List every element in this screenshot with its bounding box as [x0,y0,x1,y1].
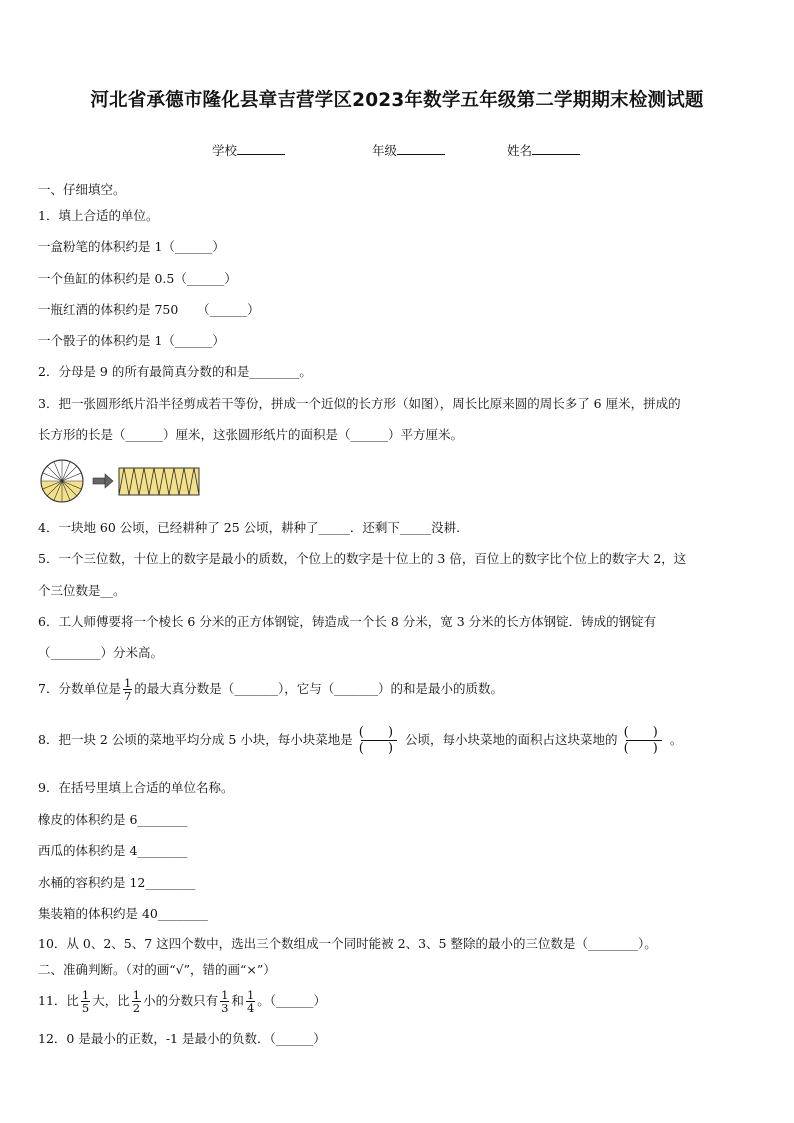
q11-pre: 11．比 [38,993,79,1008]
q11-mid2: 小的分数只有 [143,993,219,1008]
arrow-icon [93,474,113,488]
q9-text: 9．在括号里填上合适的单位名称。 [38,780,234,795]
q1-item-a: 一盒粉笔的体积约是 1（______） [38,239,225,254]
q5-line-2: 个三位数是__。 [38,583,126,598]
grade-label: 年级 [372,143,398,158]
q4-text: 4．一块地 60 公顷，已经耕种了 25 公顷，耕种了_____．还剩下_____没耕. [38,520,461,535]
q1-item-c: 一瓶红酒的体积约是 750 （______） [38,302,260,317]
q1-item-b: 一个鱼缸的体积约是 0.5（______） [38,271,237,286]
q8-end: 。 [669,732,683,747]
q1-text: 1．填上合适的单位。 [38,208,159,223]
school-blank[interactable] [237,142,285,155]
q11-mid1: 大，比 [92,993,130,1008]
q12-text: 12．0 是最小的正数，-1 是最小的负数．（______） [38,1031,326,1046]
q9-item-c: 水桶的容积约是 12________ [38,875,196,890]
name-field [507,141,580,159]
q1-item-d: 一个骰子的体积约是 1（______） [38,333,225,348]
q11-fraction-4: $\frac{1}{4}$ [246,988,255,1015]
rearranged-rectangle [119,468,199,495]
q2-text: 2．分母是 9 的所有最简真分数的和是________。 [38,364,312,379]
circle-to-rectangle-figure [38,457,208,505]
section-2-heading: 二、准确判断。（对的画“√”，错的画“×”） [38,962,276,977]
section-1-heading: 一、仔细填空。 [38,182,126,197]
school-field [212,141,285,159]
student-info-row [0,141,794,161]
q9-item-d: 集装箱的体积约是 40________ [38,906,208,921]
q11-fraction-2: $\frac{1}{2}$ [132,988,141,1015]
q7-frac-den: 7 [123,689,132,703]
q7-post: 的最大真分数是（_______），它与（_______）的和是最小的质数。 [134,681,504,696]
exam-title: 河北省承德市隆化县章吉营学区2023年数学五年级第二学期期末检测试题 [90,90,704,111]
q7-frac-num: 1 [123,676,132,690]
q7-row [38,674,503,704]
name-blank[interactable] [532,142,580,155]
circle-rearrangement-svg [38,457,208,505]
q6-line-1: 6．工人师傅要将一个棱长 6 分米的正方体钢锭，铸造成一个长 8 分米，宽 3 分米的长方体钢锭．铸成的钢锭有 [38,614,657,629]
q8-mid: 公顷，每小块菜地的面积占这块菜地的 [405,732,618,747]
q7-pre: 7．分数单位是 [38,681,121,696]
name-label: 姓名 [507,143,533,158]
q6-line-2: （________）分米高。 [38,645,164,660]
sectored-circle [41,460,83,502]
q8-blank-fraction-1[interactable]: $\frac{( )}{( )}$ [358,725,404,756]
rectangle-outline [119,468,199,495]
q11-post: 。（______） [257,993,327,1008]
q9-item-a: 橡皮的体积约是 6________ [38,812,188,827]
q8-pre: 8．把一块 2 公顷的菜地平均分成 5 小块，每小块菜地是 [38,732,353,747]
q3-line-2: 长方形的长是（______）厘米，这张圆形纸片的面积是（______）平方厘米。 [38,427,464,442]
grade-field [372,141,445,159]
q7-fraction [123,677,132,702]
q3-line-1: 3．把一张圆形纸片沿半径剪成若干等份，拼成一个近似的长方形（如图），周长比原来圆的周长多了 6 厘米，拼成的 [38,396,681,411]
q11-fraction-3: $\frac{1}{3}$ [221,988,229,1015]
q11-and: 和 [231,993,244,1008]
grade-blank[interactable] [397,142,445,155]
q5-line-1: 5．一个三位数，十位上的数字是最小的质数，个位上的数字是十位上的 3 倍，百位上的数字比个位上的数字大 2，这 [38,551,687,566]
school-label: 学校 [212,143,238,158]
q9-item-b: 西瓜的体积约是 4________ [38,843,188,858]
q10-text: 10．从 0、2、5、7 这四个数中，选出三个数组成一个同时能被 2、3、5 整除的最小的三位数是（________）。 [38,936,657,951]
q8-blank-fraction-2[interactable]: $\frac{( )}{( )}$ [623,725,668,756]
q11-row [38,986,326,1016]
q8-row [38,720,682,760]
q11-fraction-1: $\frac{1}{5}$ [81,988,90,1015]
